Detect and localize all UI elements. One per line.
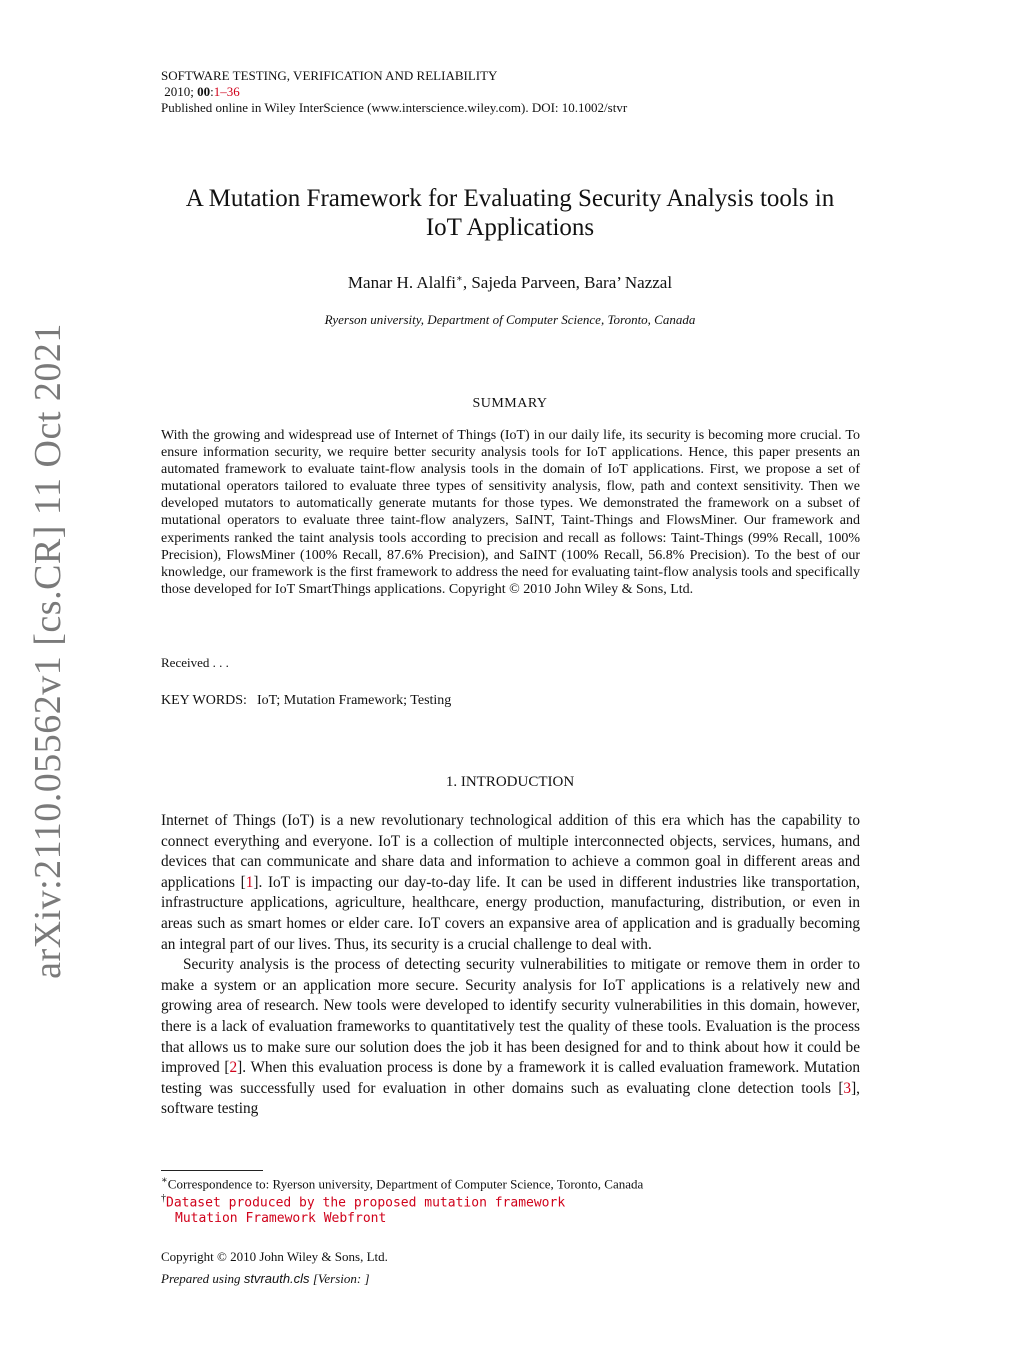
other-authors: , Sajeda Parveen, Bara’ Nazzal: [462, 273, 673, 292]
intro-paragraph-2: Security analysis is the process of detecting security vulnerabilities to mitigate or remove them in order to make a system or an application more secure. Security analysis for IoT applications is a relatively new and growing area of research. New tools were developed to identify security vulnerabilities in this domain, however, there is a lack of evaluation frameworks to quantitatively test the quality of these tools. Evaluation is the process that allows us to make sure our solution does the job it has been designed for and to think about how it could be improved [2]. When this evaluation process is done by a framework it is called evaluation framework. Mutation testing was successfully used for evaluation in other domains such as evaluating clone detection tools [3], software testing: [161, 956, 860, 1118]
journal-volume-line: 2010; 00:1–36: [164, 84, 240, 99]
footnote-correspondence: ∗Correspondence to: Ryerson university, Department of Computer Science, Toronto, Canada: [161, 1175, 644, 1192]
dataset-link[interactable]: Dataset produced by the proposed mutation framework: [166, 1195, 566, 1211]
keywords: [161, 693, 451, 709]
author-alalfi: Manar H. Alalfi: [347, 273, 457, 292]
citation-link-1[interactable]: 1: [245, 873, 254, 891]
page-start-link[interactable]: 1: [213, 84, 221, 99]
paper-title: A Mutation Framework for Evaluating Security Analysis tools in IoT Applications: [185, 185, 835, 241]
section-heading-introduction: 1. INTRODUCTION: [445, 774, 575, 790]
correspondence-mark: ∗: [456, 273, 463, 285]
prepared-using: Prepared using stvrauth.cls [Version: ]: [161, 1271, 370, 1286]
affiliation: Ryerson university, Department of Computer Science, Toronto, Canada: [324, 312, 696, 327]
author-list: [120, 273, 900, 293]
copyright-footer: Copyright © 2010 John Wiley & Sons, Ltd.: [161, 1249, 388, 1264]
received-line: Received . . .: [161, 655, 229, 670]
class-file: stvrauth.cls: [243, 1271, 310, 1286]
journal-published: Published online in Wiley InterScience (www.interscience.wiley.com). DOI: 10.1002/stvr: [161, 100, 628, 115]
journal-header: [161, 68, 627, 116]
introduction-body: [161, 811, 860, 1120]
webfront-link[interactable]: Mutation Framework Webfront: [175, 1210, 387, 1226]
dagger-mark: †: [161, 1193, 166, 1204]
intro-paragraph-1: Internet of Things (IoT) is a new revolutionary technological addition of this era which has the capability to connect everything and everyone. IoT is a collection of multiple interconnected objects, services, humans, and devices that can communicate and share data and information to achieve a common goal in different areas and applications [1]. IoT is impacting our day-to-day life. It can be used in different industries like transportation, infrastructure applications, agriculture, healthcare, energy production, manufacturing, distribution, or even in areas such as smart homes or elder care. IoT covers an expansive area of application and is gradually becoming an integral part of our lives. Thus, its security is a crucial challenge to deal with.: [161, 812, 860, 953]
footnote-dataset: [161, 1191, 565, 1226]
journal-volume: 00: [197, 84, 211, 99]
page-end-link[interactable]: 36: [226, 84, 240, 99]
citation-link-2[interactable]: 2: [229, 1059, 238, 1077]
arxiv-stamp-text: arXiv:2110.05562v1 [cs.CR] 11 Oct 2021: [27, 323, 69, 979]
footnote-divider: [161, 1170, 263, 1171]
summary-heading: SUMMARY: [472, 396, 548, 411]
journal-name: SOFTWARE TESTING, VERIFICATION AND RELIABILITY: [161, 68, 498, 83]
summary-text: With the growing and widespread use of Internet of Things (IoT) in our daily life, its security is becoming more crucial. To ensure information security, we require better security analysis tools for IoT applications. Hence, this paper presents an automated framework to evaluate taint-flow analysis tools in the domain of IoT applications. First, we propose a set of mutational operators tailored to evaluate three types of sensitivity analysis, flow, path and context sensitivity. Then we developed mutators to automatically generate mutants for those types. We demonstrated the framework on a subset of mutational operators to evaluate three taint-flow analyzers, SaINT, Taint-Things and FlowsMiner. Our framework and experiments ranked the taint analysis tools according to precision and recall as follows: Taint-Things (99% Recall, 100% Precision), FlowsMiner (100% Recall, 87.6% Precision), and SaINT (100% Recall, 56.8% Precision). To the best of our knowledge, our framework is the first framework to address the need for evaluating taint-flow analysis tools and specifically those developed for IoT SmartThings applications. Copyright © 2010 John Wiley & Sons, Ltd.: [161, 428, 860, 597]
keywords-value: IoT; Mutation Framework; Testing: [256, 693, 452, 708]
keywords-label: KEY WORDS:: [161, 693, 247, 708]
citation-link-3[interactable]: 3: [843, 1079, 852, 1097]
